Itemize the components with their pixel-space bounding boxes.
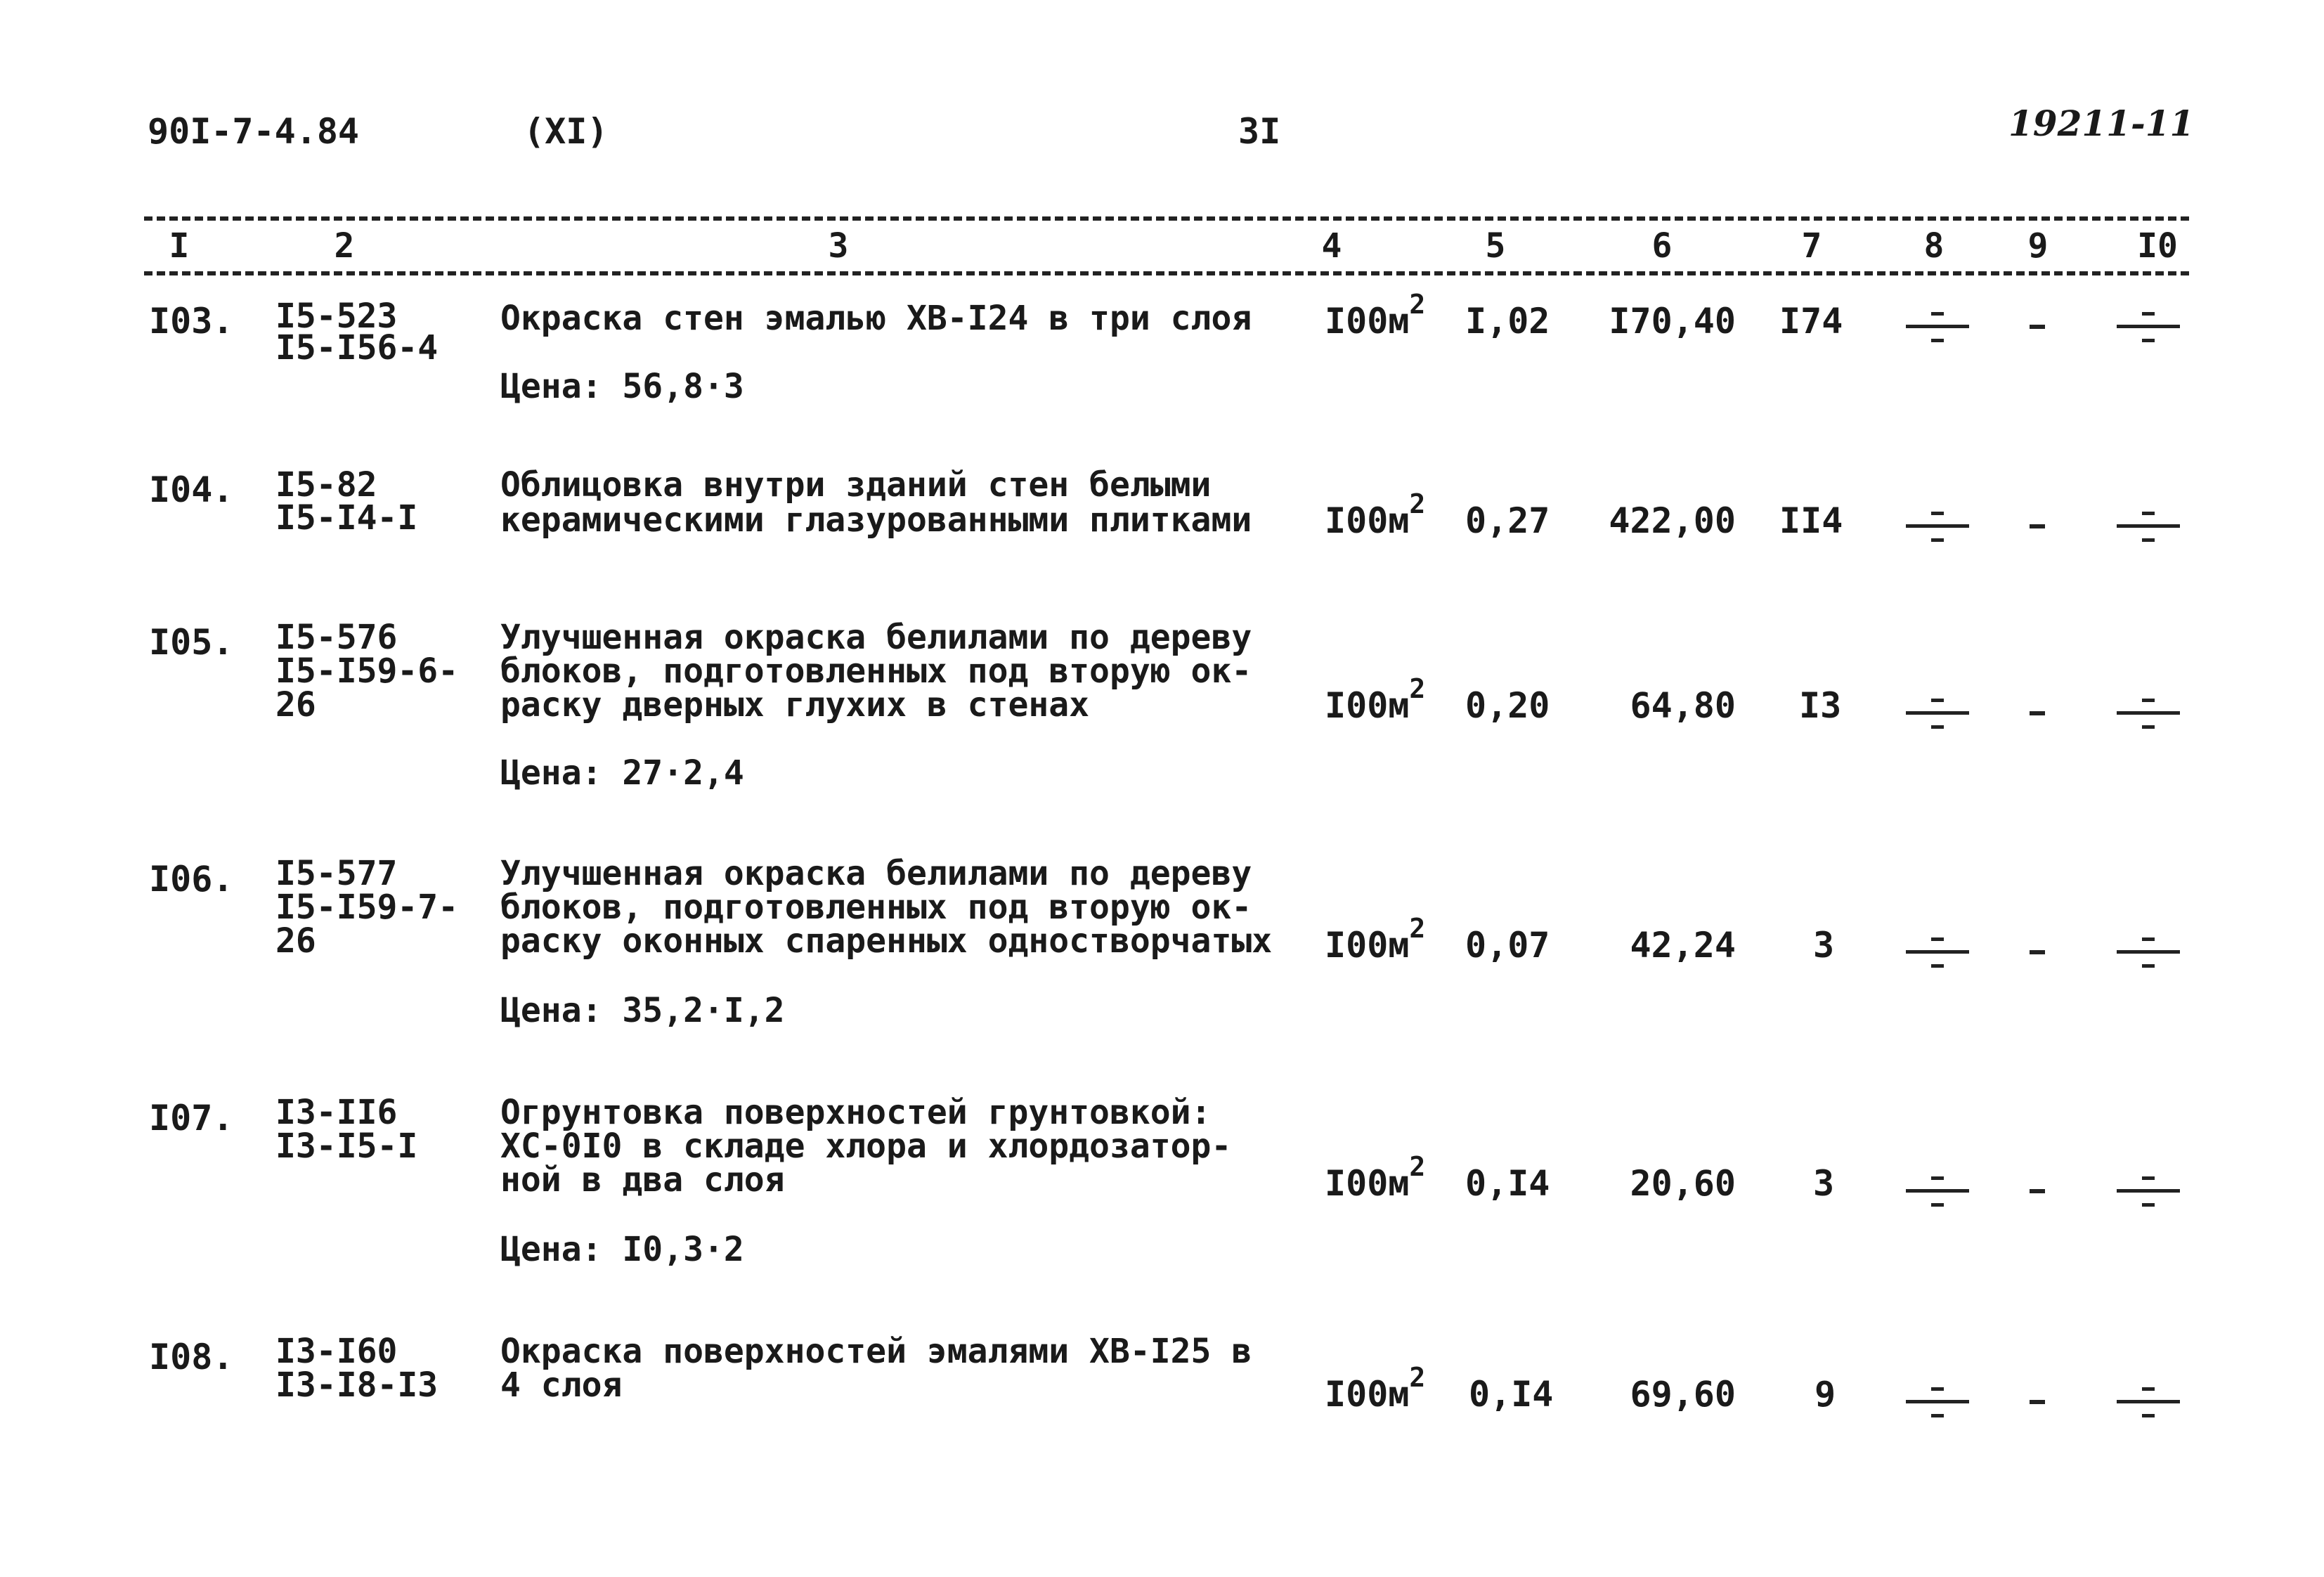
row-unit: $I00м^2$ [1325,673,1426,726]
table-header-rule [144,271,2189,275]
row-description: Окраска стен эмалью ХВ-I24 в три слоя [500,299,1252,338]
row-code-1: I3-I60 [275,1332,398,1371]
row-code-2: I3-I5-I [275,1127,418,1166]
dash-col9 [2030,524,2045,528]
row-total: 3 [1813,1163,1835,1204]
row-unit-cost: 422,00 [1609,500,1736,541]
row-description-line-2: ХС-0I0 в складе хлора и хлордозатор- [500,1127,1232,1166]
row-price: Цена: I0,3·2 [500,1230,744,1269]
col-header-8: 8 [1923,226,1945,266]
row-code-3: 26 [275,921,316,961]
row-description-line-2: керамическими глазурованными плитками [500,500,1252,540]
handwritten-stamp: 19211-11 [2008,103,2195,144]
row-quantity: 0,20 [1465,685,1550,726]
row-code-1: I5-576 [275,618,398,657]
col-header-6: 6 [1651,226,1673,266]
row-total: I74 [1779,301,1843,342]
row-number: I08. [149,1337,234,1377]
doc-code: 90I-7-4.84 [148,111,360,152]
row-number: I03. [149,301,234,342]
row-code-1: I5-82 [275,465,377,505]
ditto-mark-col10 [2117,694,2180,736]
row-total: 3 [1813,925,1835,966]
row-quantity: 0,07 [1465,925,1550,966]
row-description-line-1: Огрунтовка поверхностей грунтовкой: [500,1093,1212,1132]
row-description-line-1: Улучшенная окраска белилами по дереву [500,618,1252,657]
ditto-mark-col8 [1906,933,1969,975]
row-description-line-3: раску дверных глухих в стенах [500,685,1090,725]
dash-col9 [2030,950,2045,954]
section-label: (XI) [524,111,609,152]
ditto-mark-col10 [2117,1383,2180,1425]
row-price: Цена: 56,8·3 [500,367,744,406]
row-code-2: I5-I56-4 [275,328,439,368]
ditto-mark-col8 [1906,507,1969,550]
ditto-mark-col8 [1906,1172,1969,1214]
ditto-mark-col10 [2117,1172,2180,1214]
row-code-2: I5-I59-7- [275,888,459,927]
row-price: Цена: 27·2,4 [500,753,744,793]
row-code-1: I5-577 [275,854,398,893]
row-total: I3 [1799,685,1842,726]
col-header-4: 4 [1321,226,1342,266]
ditto-mark-col10 [2117,308,2180,350]
row-code-2: I5-I59-6- [275,651,459,691]
row-unit-cost: I70,40 [1609,301,1736,342]
row-description-line-3: ной в два слоя [500,1160,785,1200]
row-description-line-1: Окраска поверхностей эмалями ХВ-I25 в [500,1332,1252,1371]
row-description-line-2: 4 слоя [500,1365,623,1405]
dash-col9 [2030,325,2045,329]
row-number: I06. [149,859,234,900]
row-quantity: 0,I4 [1469,1374,1554,1415]
row-unit-cost: 42,24 [1630,925,1736,966]
ditto-mark-col10 [2117,933,2180,975]
ditto-mark-col8 [1906,694,1969,736]
col-header-7: 7 [1801,226,1822,266]
row-code-1: I3-II6 [275,1093,398,1132]
row-description-line-2: блоков, подготовленных под вторую ок- [500,651,1252,691]
row-description-line-2: блоков, подготовленных под вторую ок- [500,888,1252,927]
row-unit: $I00м^2$ [1325,1151,1426,1204]
row-unit: $I00м^2$ [1325,488,1426,541]
table-top-rule [144,216,2189,221]
row-quantity: I,02 [1465,301,1550,342]
col-header-1: I [169,226,190,266]
row-number: I05. [149,622,234,663]
row-code-2: I3-I8-I3 [275,1365,439,1405]
row-quantity: 0,27 [1465,500,1550,541]
row-description-line-1: Облицовка внутри зданий стен белыми [500,465,1212,505]
row-unit-cost: 69,60 [1630,1374,1736,1415]
row-code-3: 26 [275,685,316,725]
row-quantity: 0,I4 [1465,1163,1550,1204]
row-price: Цена: 35,2·I,2 [500,991,785,1030]
row-number: I04. [149,469,234,510]
row-unit: $I00м^2$ [1325,1362,1426,1415]
ditto-mark-col8 [1906,308,1969,350]
col-header-3: 3 [828,226,849,266]
dash-col9 [2030,1189,2045,1193]
row-unit: $I00м^2$ [1325,289,1426,342]
row-description-line-1: Улучшенная окраска белилами по дереву [500,854,1252,893]
row-unit-cost: 64,80 [1630,685,1736,726]
dash-col9 [2030,1400,2045,1404]
row-number: I07. [149,1098,234,1138]
col-header-5: 5 [1485,226,1506,266]
page-number: 3I [1238,111,1281,152]
dash-col9 [2030,711,2045,715]
row-total: II4 [1779,500,1843,541]
ditto-mark-col10 [2117,507,2180,550]
row-code-1: I5-523 [275,297,398,336]
col-header-10: I0 [2137,226,2178,266]
row-unit: $I00м^2$ [1325,913,1426,966]
col-header-2: 2 [334,226,355,266]
col-header-9: 9 [2027,226,2049,266]
ditto-mark-col8 [1906,1383,1969,1425]
row-description-line-3: раску оконных спаренных одностворчатых [500,921,1273,961]
row-code-2: I5-I4-I [275,498,418,538]
row-total: 9 [1815,1374,1836,1415]
row-unit-cost: 20,60 [1630,1163,1736,1204]
